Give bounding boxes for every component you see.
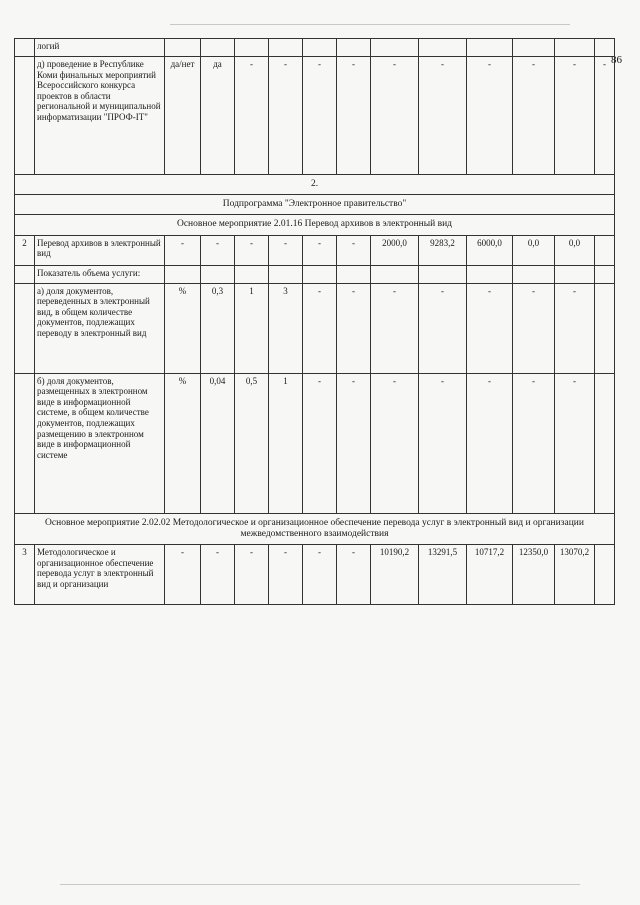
scan-rule-bottom <box>60 884 580 885</box>
value-cell: 2000,0 <box>371 235 419 265</box>
row-number-cell <box>15 39 35 57</box>
value-cell: 1 <box>235 283 269 373</box>
value-cell: - <box>513 283 555 373</box>
value-cell: - <box>371 57 419 175</box>
unit-cell: да/нет <box>165 57 201 175</box>
value-cell: - <box>303 545 337 605</box>
value-cell <box>269 265 303 283</box>
value-cell: - <box>337 235 371 265</box>
value-cell: - <box>467 57 513 175</box>
value-cell <box>419 265 467 283</box>
value-cell: - <box>337 545 371 605</box>
value-cell <box>235 39 269 57</box>
value-cell <box>337 39 371 57</box>
value-cell <box>337 265 371 283</box>
value-cell <box>371 265 419 283</box>
table-row <box>15 195 615 215</box>
table-row <box>15 235 615 265</box>
value-cell: - <box>419 57 467 175</box>
value-cell: - <box>201 235 235 265</box>
value-cell: - <box>371 373 419 513</box>
table-row <box>15 373 615 513</box>
value-cell: - <box>201 545 235 605</box>
value-cell: 0,5 <box>235 373 269 513</box>
table-row <box>15 215 615 235</box>
value-cell: - <box>467 373 513 513</box>
value-cell: - <box>595 57 615 175</box>
value-cell: - <box>269 57 303 175</box>
value-cell <box>201 39 235 57</box>
measure-name-cell: Методологическое и организационное обеспечение перевода услуг в электронный вид и организации <box>35 545 165 605</box>
value-cell: 0,0 <box>555 235 595 265</box>
unit-cell: % <box>165 283 201 373</box>
value-cell: 0,0 <box>513 235 555 265</box>
subprogram-title-banner: Подпрограмма "Электронное правительство" <box>15 195 615 215</box>
measure-name-cell: а) доля документов, переведенных в электронный вид, в общем количестве документов, подлежащих переводу в электронный вид <box>35 283 165 373</box>
value-cell: 10717,2 <box>467 545 513 605</box>
row-number-cell <box>15 373 35 513</box>
value-cell <box>269 39 303 57</box>
table-row <box>15 265 615 283</box>
value-cell: - <box>303 373 337 513</box>
row-number-cell: 3 <box>15 545 35 605</box>
value-cell: - <box>419 283 467 373</box>
value-cell: 10190,2 <box>371 545 419 605</box>
measure-name-cell: логий <box>35 39 165 57</box>
value-cell: - <box>337 283 371 373</box>
value-cell: - <box>269 545 303 605</box>
value-cell: - <box>303 283 337 373</box>
value-cell <box>467 39 513 57</box>
value-cell: 9283,2 <box>419 235 467 265</box>
value-cell: 3 <box>269 283 303 373</box>
value-cell <box>513 39 555 57</box>
value-cell: - <box>235 57 269 175</box>
value-cell <box>235 265 269 283</box>
value-cell <box>595 373 615 513</box>
row-number-cell <box>15 57 35 175</box>
unit-cell: - <box>165 235 201 265</box>
value-cell: - <box>303 57 337 175</box>
main-measure-banner: Основное мероприятие 2.02.02 Методологическое и организационное обеспечение перевода услуг в электронный вид и организации межведомственного взаимодействия <box>15 513 615 544</box>
scan-rule-top <box>170 24 570 25</box>
value-cell <box>555 265 595 283</box>
value-cell <box>303 265 337 283</box>
value-cell <box>595 39 615 57</box>
value-cell <box>595 265 615 283</box>
measure-name-cell: д) проведение в Республике Коми финальных мероприятий Всероссийского конкурса проектов в области региональной и муниципальной информатизации "ПРОФ-IT" <box>35 57 165 175</box>
measure-name-cell: Показатель объема услуги: <box>35 265 165 283</box>
value-cell <box>595 283 615 373</box>
unit-cell <box>165 265 201 283</box>
value-cell: - <box>555 57 595 175</box>
row-number-cell <box>15 283 35 373</box>
value-cell: 13070,2 <box>555 545 595 605</box>
unit-cell: - <box>165 545 201 605</box>
value-cell: - <box>235 545 269 605</box>
unit-cell: % <box>165 373 201 513</box>
value-cell: 0,04 <box>201 373 235 513</box>
section-number-banner: 2. <box>15 175 615 195</box>
value-cell: - <box>235 235 269 265</box>
table-row <box>15 545 615 605</box>
measures-table <box>14 38 615 605</box>
value-cell <box>555 39 595 57</box>
table-row <box>15 39 615 57</box>
value-cell: - <box>419 373 467 513</box>
value-cell: 13291,5 <box>419 545 467 605</box>
value-cell <box>419 39 467 57</box>
value-cell <box>303 39 337 57</box>
value-cell: - <box>513 373 555 513</box>
value-cell <box>201 265 235 283</box>
value-cell: - <box>555 373 595 513</box>
row-number-cell: 2 <box>15 235 35 265</box>
value-cell: 12350,0 <box>513 545 555 605</box>
page-number: 86 <box>611 54 622 66</box>
value-cell: 1 <box>269 373 303 513</box>
value-cell: 6000,0 <box>467 235 513 265</box>
value-cell: - <box>513 57 555 175</box>
measure-name-cell: Перевод архивов в электронный вид <box>35 235 165 265</box>
measure-name-cell: б) доля документов, размещенных в электронном виде в информационной системе, в общем количестве документов, подлежащих размещению в электронном виде в информационной системе <box>35 373 165 513</box>
value-cell <box>467 265 513 283</box>
main-measure-banner: Основное мероприятие 2.01.16 Перевод архивов в электронный вид <box>15 215 615 235</box>
value-cell: - <box>555 283 595 373</box>
value-cell: - <box>337 57 371 175</box>
measures-table-sheet <box>14 38 614 605</box>
value-cell: - <box>371 283 419 373</box>
unit-cell <box>165 39 201 57</box>
value-cell: - <box>303 235 337 265</box>
value-cell: - <box>337 373 371 513</box>
table-row <box>15 57 615 175</box>
value-cell: да <box>201 57 235 175</box>
value-cell <box>513 265 555 283</box>
table-row <box>15 283 615 373</box>
value-cell <box>595 545 615 605</box>
table-row <box>15 175 615 195</box>
value-cell <box>371 39 419 57</box>
value-cell <box>595 235 615 265</box>
table-row <box>15 513 615 544</box>
value-cell: - <box>467 283 513 373</box>
row-number-cell <box>15 265 35 283</box>
value-cell: 0,3 <box>201 283 235 373</box>
value-cell: - <box>269 235 303 265</box>
